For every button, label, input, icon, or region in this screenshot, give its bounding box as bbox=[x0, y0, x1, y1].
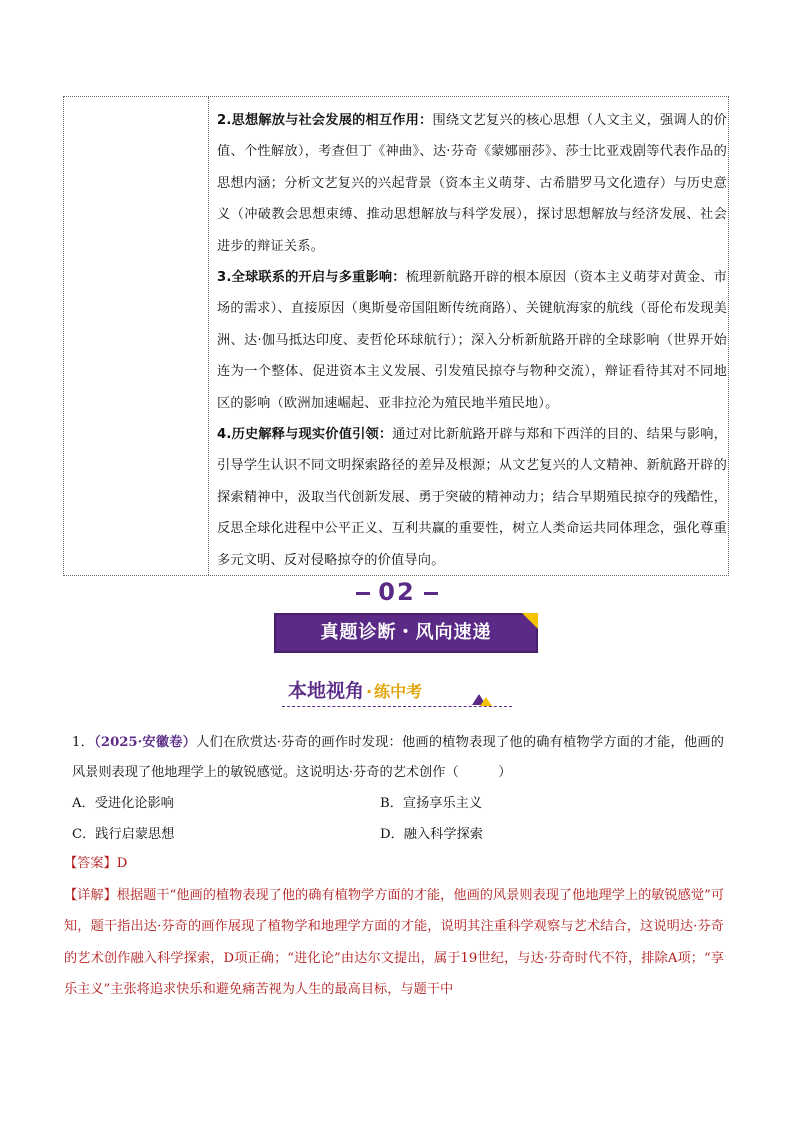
section-dash-right bbox=[424, 592, 438, 595]
sub-heading-tail: 练中考 bbox=[374, 682, 423, 701]
table-item-4-body: 通过对比新航路开辟与郑和下西洋的目的、结果与影响，引导学生认识不同文明探索路径的差异及根源；从文艺复兴的人文精神、新航路开辟的探索精神中，汲取当代创新发展、勇于突破的精神动力；结合早期殖民掠夺的残酷性，反思全球化进程中公平正义、互利共赢的重要性，树立人类命运共同体理念，强化尊重多元文明、反对侵略掠夺的价值导向。 bbox=[217, 427, 727, 568]
table-item-2-title: 2.思想解放与社会发展的相互作用： bbox=[217, 113, 433, 128]
answer-value: D bbox=[116, 856, 128, 871]
table-item-3 bbox=[217, 262, 727, 419]
answer-label: 【答案】 bbox=[64, 856, 117, 871]
question-text: 人们在欣赏达·芬奇的画作时发现：他画的植物表现了他的确有植物学方面的才能，他画的风景则表现了他地理学上的敏锐感觉。这说明达·芬奇的艺术创作（ ） bbox=[72, 735, 724, 780]
sub-heading-underline bbox=[282, 706, 512, 707]
table-item-3-title: 3.全球联系的开启与多重影响： bbox=[217, 270, 406, 286]
question-stem bbox=[72, 728, 724, 788]
table-item-2-body: 围绕文艺复兴的核心思想（人文主义，强调人的价值、个性解放），考查但丁《神曲》、达·芬奇《蒙娜丽莎》、莎士比亚戏剧等代表作品的思想内涵；分析文艺复兴的兴起背景（资本主义萌芽、古希腊罗马文化遗存）与历史意义（冲破教会思想束缚、推动思想解放与科学发展），探讨思想解放与经济发展、社会进步的辩证关系。 bbox=[217, 113, 727, 254]
option-c: C．践行启蒙思想 bbox=[72, 827, 175, 842]
section-dash-left bbox=[356, 592, 370, 595]
sub-heading-dot: · bbox=[366, 682, 373, 701]
sub-heading bbox=[288, 676, 422, 703]
banner-corner-triangle bbox=[522, 613, 538, 629]
answer-line bbox=[64, 852, 127, 871]
explanation-text: 根据题干“他画的植物表现了他的确有植物学方面的才能，他画的风景则表现了他地理学上的敏锐感觉”可知，题干指出达·芬奇的画作展现了植物学和地理学方面的才能，说明其注重科学观察与艺术结合，这说明达·芬奇的艺术创作融入科学探索，D项正确；“进化论”由达尔文提出，属于19世纪，与达·芬奇时代不符，排除A项；“享乐主义”主张将追求快乐和避免痛苦视为人生的最高目标，与题干中 bbox=[64, 888, 725, 997]
section-banner bbox=[274, 613, 538, 653]
explanation-label: 【详解】 bbox=[64, 888, 117, 903]
table-content-cell bbox=[217, 105, 727, 576]
question-number: 1． bbox=[72, 735, 95, 750]
table-item-2 bbox=[217, 105, 727, 262]
sub-heading-main: 本地视角 bbox=[288, 680, 365, 702]
option-b: B．宣扬享乐主义 bbox=[380, 796, 483, 811]
sub-heading-triangle-accent-icon bbox=[480, 697, 492, 706]
table-item-3-body: 梳理新航路开辟的根本原因（资本主义萌芽对黄金、市场的需求）、直接原因（奥斯曼帝国阻断传统商路）、关键航海家的航线（哥伦布发现美洲、达·伽马抵达印度、麦哲伦环球航行）；深入分析新航路开辟的全球影响（世界开始连为一个整体、促进资本主义发展、引发殖民掠夺与物种交流），辩证看待其对不同地区的影响（欧洲加速崛起、亚非拉沦为殖民地半殖民地）。 bbox=[217, 270, 727, 411]
option-a: A．受进化论影响 bbox=[72, 796, 174, 811]
explanation bbox=[64, 880, 724, 1005]
section-number-text: 02 bbox=[378, 578, 416, 606]
option-d: D．融入科学探索 bbox=[380, 827, 483, 842]
question-source: （2025·安徽卷） bbox=[94, 735, 197, 750]
table-item-4-title: 4.历史解释与现实价值引领： bbox=[217, 427, 393, 443]
table-item-4 bbox=[217, 419, 727, 576]
section-number bbox=[0, 578, 794, 606]
table-column-divider bbox=[208, 97, 209, 575]
section-banner-title: 真题诊断・风向速递 bbox=[320, 622, 492, 643]
content-table bbox=[63, 96, 729, 576]
